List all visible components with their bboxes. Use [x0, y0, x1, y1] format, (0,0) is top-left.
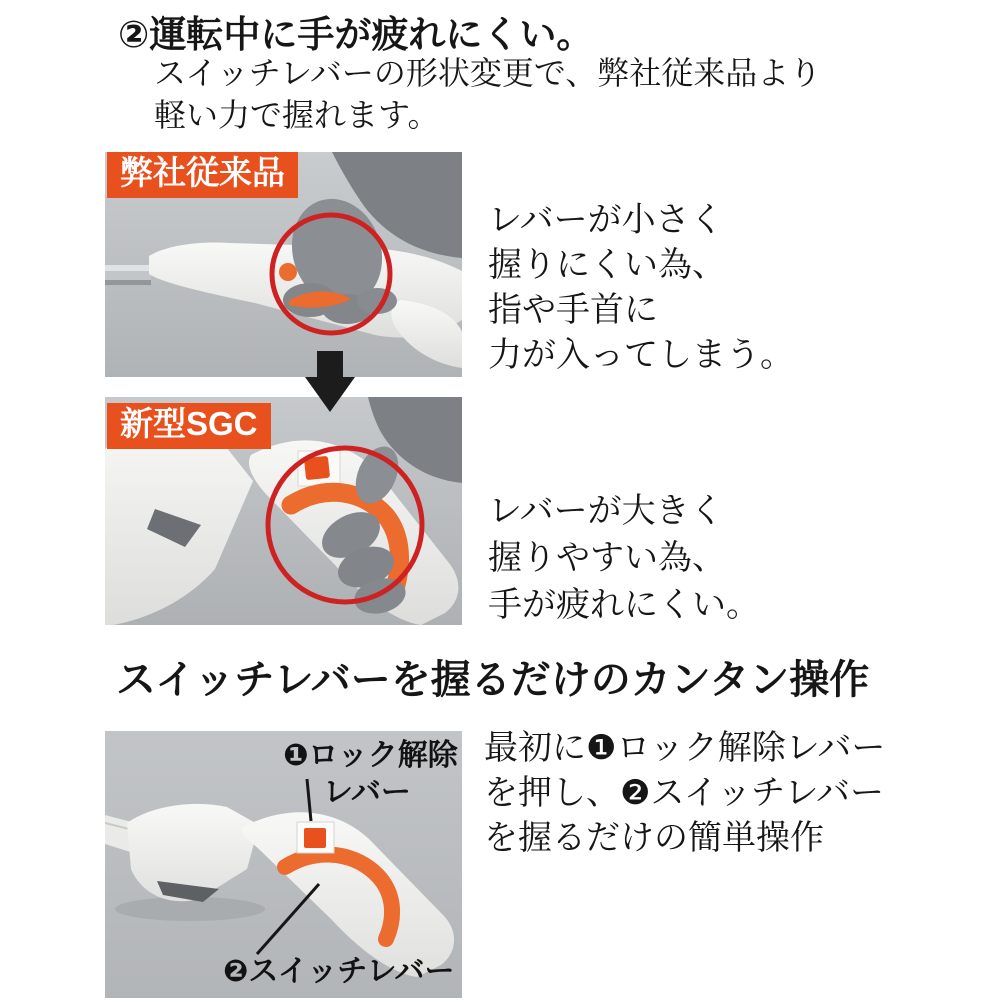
photo-conventional-product — [105, 152, 462, 377]
photo-new-sgc — [105, 397, 462, 625]
caption-conventional-line-1: レバーが小さく — [488, 201, 724, 239]
caption-conventional-line-4: 力が入ってしまう。 — [488, 336, 794, 374]
caption-operation-line-2: を押し、❷スイッチレバー — [484, 774, 885, 812]
caption-new-sgc-line-1: レバーが大きく — [488, 492, 724, 530]
section1-body — [154, 52, 821, 136]
diagram-label-switch-lever: ❷スイッチレバー — [223, 955, 455, 988]
down-arrow-icon — [305, 351, 355, 412]
section1-body-line-2: 軽い力で握れます。 — [154, 97, 440, 133]
label-new-sgc: 新型SGC — [107, 403, 271, 449]
photo-operation-diagram — [105, 731, 462, 998]
shaft-pole-icon — [105, 265, 151, 285]
lock-button-icon — [279, 263, 297, 281]
lock-label-line-2: レバー — [323, 776, 411, 809]
lock-button-icon — [304, 828, 326, 848]
diagram-label-lock-release-lever — [283, 737, 458, 811]
caption-new-sgc — [488, 488, 760, 629]
caption-operation-line-1: 最初に❶ロック解除レバー — [484, 729, 886, 767]
caption-conventional-line-2: 握りにくい為、 — [488, 246, 726, 284]
caption-conventional — [488, 198, 794, 378]
label-conventional-product: 弊社従来品 — [107, 152, 298, 198]
caption-operation-line-3: を握るだけの簡単操作 — [484, 819, 824, 857]
section1-body-line-1: スイッチレバーの形状変更で、弊社従来品より — [154, 55, 822, 91]
lock-label-line-1: ❶ロック解除 — [283, 739, 458, 772]
caption-operation — [484, 726, 885, 861]
caption-conventional-line-3: 指や手首に — [488, 291, 658, 329]
section1-heading: ②運転中に手が疲れにくい。 — [118, 14, 594, 55]
caption-new-sgc-line-3: 手が疲れにくい。 — [488, 586, 760, 624]
section2-heading: スイッチレバーを握るだけのカンタン操作 — [116, 658, 870, 702]
caption-new-sgc-line-2: 握りやすい為、 — [488, 539, 726, 577]
